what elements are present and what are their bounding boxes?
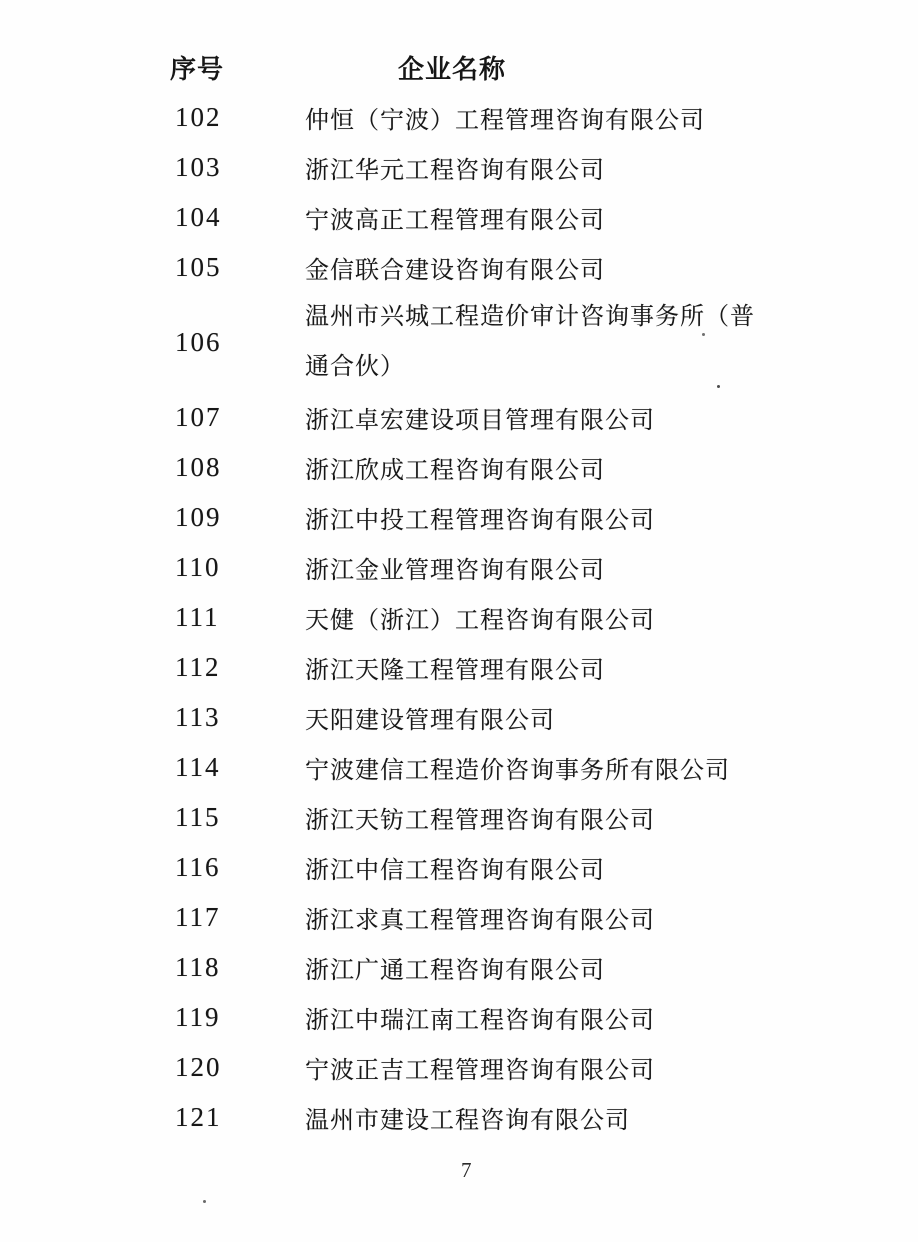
scan-speck (702, 333, 705, 336)
table-row (0, 292, 918, 392)
scan-speck (717, 385, 720, 388)
company-name-cell: 浙江金业管理咨询有限公司 (305, 557, 605, 584)
serial-number-cell: 118 (175, 951, 221, 982)
company-name-cell: 浙江欣成工程咨询有限公司 (305, 457, 605, 484)
serial-number-cell: 121 (175, 1101, 222, 1132)
table-row (0, 592, 918, 642)
company-name-cell: 浙江华元工程咨询有限公司 (305, 157, 605, 184)
company-name-line: 温州市兴城工程造价审计咨询事务所（普 (305, 304, 755, 330)
company-name-cell: 浙江天隆工程管理有限公司 (305, 657, 605, 684)
serial-number-cell: 107 (175, 401, 222, 432)
serial-number-cell: 115 (175, 801, 221, 832)
serial-number-cell: 120 (175, 1051, 222, 1082)
table-row (0, 792, 918, 842)
company-table-body (0, 92, 918, 1142)
company-name-cell: 浙江中瑞江南工程咨询有限公司 (305, 1007, 655, 1034)
company-name-line: 通合伙） (305, 354, 405, 380)
table-row (0, 1092, 918, 1142)
serial-number-cell: 111 (175, 601, 220, 632)
company-name-cell: 宁波正吉工程管理咨询有限公司 (305, 1057, 655, 1084)
table-row (0, 842, 918, 892)
table-row (0, 392, 918, 442)
table-row (0, 242, 918, 292)
serial-number-cell: 109 (175, 501, 222, 532)
table-row (0, 492, 918, 542)
table-row (0, 992, 918, 1042)
table-row (0, 142, 918, 192)
serial-number-cell: 103 (175, 151, 222, 182)
company-name-cell: 浙江天钫工程管理咨询有限公司 (305, 807, 655, 834)
scan-speck (203, 1200, 206, 1203)
company-name-cell: 浙江中信工程咨询有限公司 (305, 857, 605, 884)
company-name-cell: 浙江求真工程管理咨询有限公司 (305, 907, 655, 934)
serial-number-cell: 110 (175, 551, 221, 582)
company-name-cell: 宁波高正工程管理有限公司 (305, 207, 605, 234)
serial-number-cell: 106 (175, 326, 222, 357)
table-row (0, 892, 918, 942)
serial-number-cell: 116 (175, 851, 221, 882)
column-header-company-name: 企业名称 (398, 53, 507, 84)
company-name-cell: 浙江广通工程咨询有限公司 (305, 957, 605, 984)
serial-number-cell: 119 (175, 1001, 221, 1032)
table-row (0, 692, 918, 742)
serial-number-cell: 117 (175, 901, 221, 932)
serial-number-cell: 114 (175, 751, 221, 782)
table-row (0, 92, 918, 142)
serial-number-cell: 104 (175, 201, 222, 232)
company-name-cell (305, 292, 755, 392)
table-row (0, 192, 918, 242)
table-row (0, 1042, 918, 1092)
column-header-serial-number: 序号 (170, 53, 225, 84)
serial-number-cell: 113 (175, 701, 221, 732)
company-name-cell: 仲恒（宁波）工程管理咨询有限公司 (305, 107, 705, 134)
page-number: 7 (461, 1158, 472, 1182)
table-row (0, 642, 918, 692)
company-name-cell: 温州市建设工程咨询有限公司 (305, 1107, 630, 1134)
serial-number-cell: 108 (175, 451, 222, 482)
table-row (0, 442, 918, 492)
serial-number-cell: 102 (175, 101, 222, 132)
table-row (0, 942, 918, 992)
company-name-cell: 天健（浙江）工程咨询有限公司 (305, 607, 655, 634)
table-header-row (0, 42, 918, 92)
company-name-cell: 浙江卓宏建设项目管理有限公司 (305, 407, 655, 434)
table-row (0, 742, 918, 792)
serial-number-cell: 112 (175, 651, 221, 682)
serial-number-cell: 105 (175, 251, 222, 282)
company-name-cell: 宁波建信工程造价咨询事务所有限公司 (305, 757, 730, 784)
company-name-cell: 天阳建设管理有限公司 (305, 707, 555, 734)
company-name-cell: 浙江中投工程管理咨询有限公司 (305, 507, 655, 534)
company-name-cell: 金信联合建设咨询有限公司 (305, 257, 605, 284)
table-row (0, 542, 918, 592)
